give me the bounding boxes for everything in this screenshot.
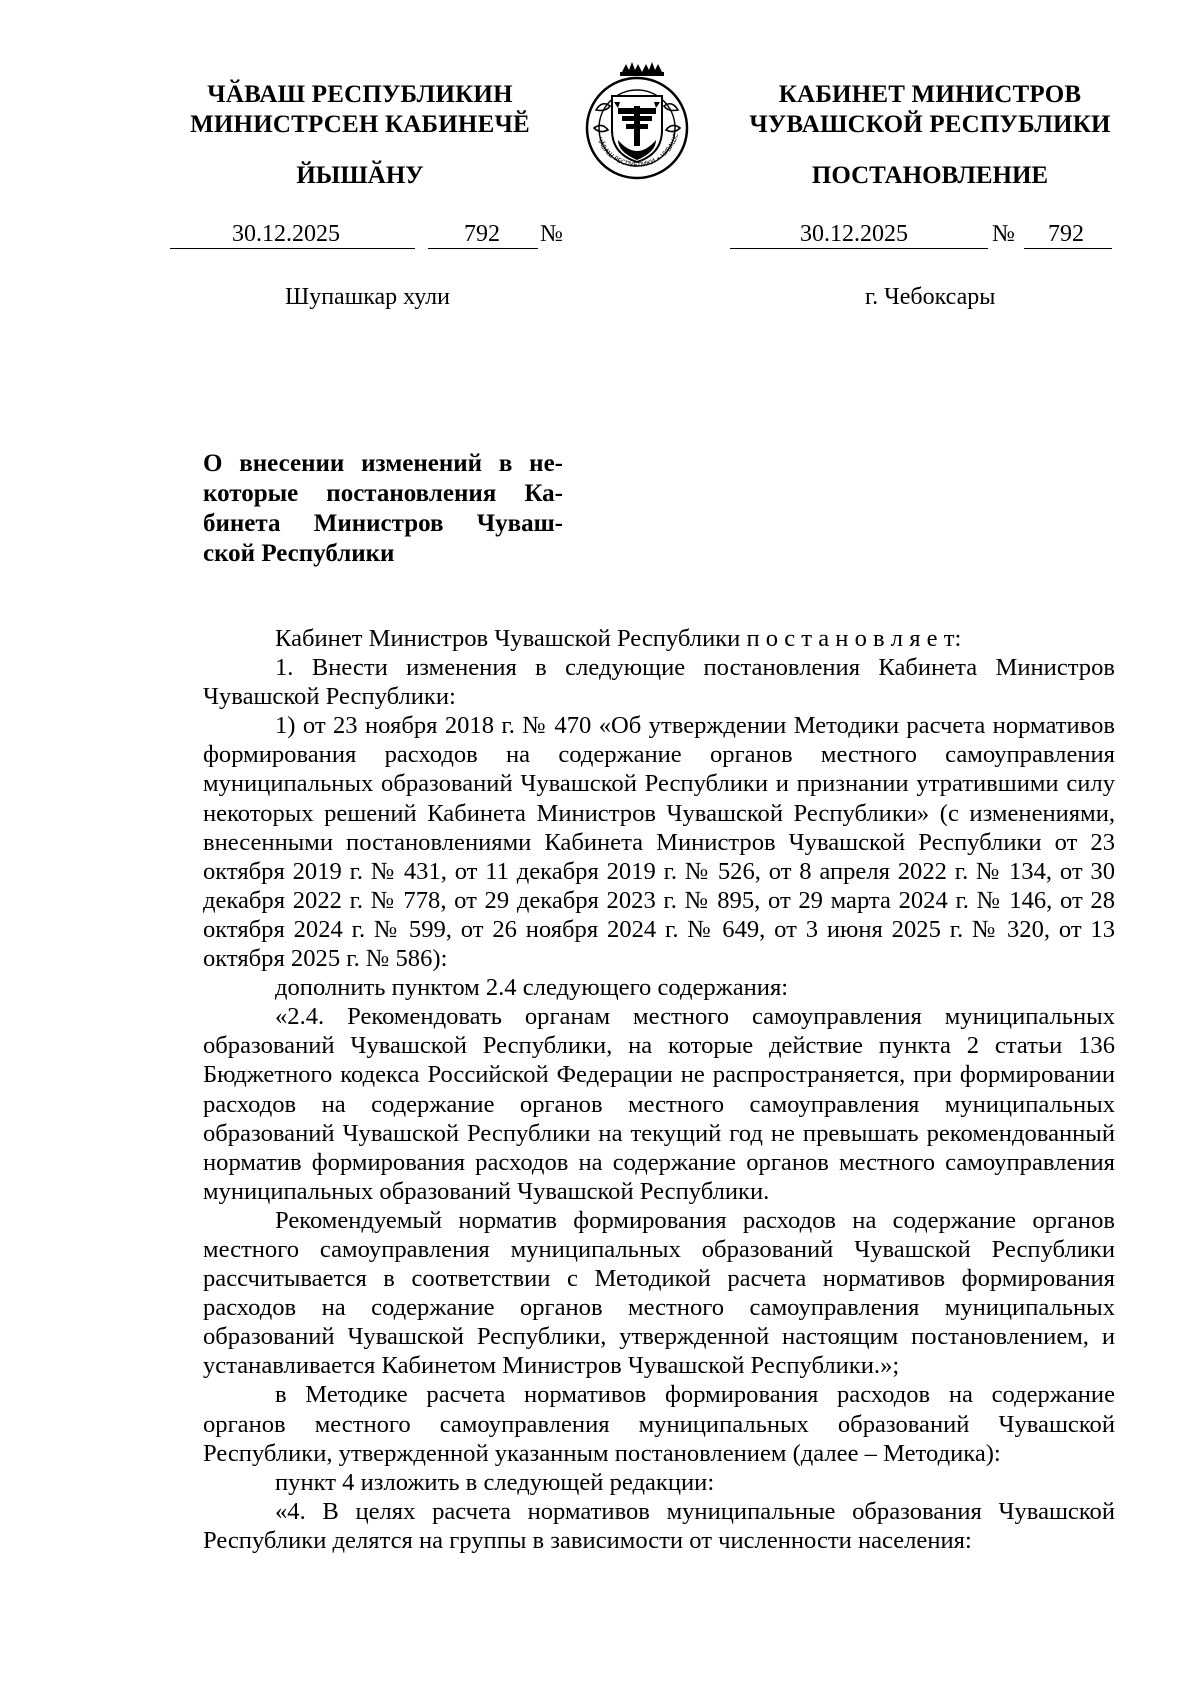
left-city: Шупашкар хули	[285, 284, 450, 310]
right-date: 30.12.2025	[800, 221, 908, 247]
right-number-sign: №	[992, 221, 1015, 247]
subject-line2: которые постановления Ка-	[203, 480, 563, 507]
left-number-field	[428, 220, 538, 249]
subject-line1: О внесении изменений в не-	[203, 450, 563, 477]
header-right-doc-type: ПОСТАНОВЛЕНИЕ	[811, 162, 1049, 189]
right-number: 792	[1048, 221, 1084, 247]
body-paragraph-preamble: Кабинет Министров Чувашской Республики п о с т а н о в л я е т:	[275, 625, 962, 652]
body-paragraph-5: Рекомендуемый норматив формирования расходов на содержание органов местного самоуправления муниципальных образований Чувашской Республики рассчитывается в соответствии с Методикой расчета нормативов формирования расходов на содержание органов местного самоуправления муниципальных образований Чувашской Республики, утвержденной настоящим постановлением, и устанавливается Кабинетом Министров Чувашской Республики.»;	[203, 1206, 1115, 1380]
subject-line4: ской Республики	[203, 540, 395, 567]
body-paragraph-2: 1) от 23 ноября 2018 г. № 470 «Об утверждении Методики расчета нормативов формирования расходов на содержание органов местного самоуправления муниципальных образований Чувашской Республики и признании утратившими силу некоторых решений Кабинета Министров Чувашской Республики» (с изменениями, внесенными постановлениями Кабинета Министров Чувашской Республики от 23 октября 2019 г. № 431, от 11 декабря 2019 г. № 526, от 8 апреля 2022 г. № 134, от 30 декабря 2022 г. № 778, от 29 декабря 2023 г. № 895, от 29 марта 2024 г. № 146, от 28 октября 2024 г. № 599, от 26 ноября 2024 г. № 649, от 3 июня 2025 г. № 320, от 13 октября 2025 г. № 586):	[203, 712, 1115, 973]
emblem-ring-text: ЧӐВАШ РЕСПУБЛИКИ • ЧУВАШС	[595, 132, 680, 169]
chuvash-coat-of-arms-icon	[574, 58, 700, 184]
header-left-line2: МИНИСТРСЕН КАБИНЕЧӖ	[190, 111, 530, 138]
right-date-field	[730, 220, 988, 249]
body-paragraph-1: 1. Внести изменения в следующие постановления Кабинета Министров Чувашской Республики:	[203, 654, 1115, 711]
subject-line3: бинета Министров Чуваш-	[203, 510, 563, 537]
header-left-doc-type: ЙЫШӐНУ	[296, 162, 424, 189]
right-city: г. Чебоксары	[865, 284, 996, 310]
right-number-field	[1024, 220, 1112, 249]
header-left-org	[150, 80, 570, 140]
document-subject	[203, 449, 563, 569]
header-right-org	[720, 80, 1140, 140]
left-date-field	[170, 220, 415, 249]
left-number: 792	[464, 221, 500, 247]
left-date: 30.12.2025	[232, 221, 340, 247]
body-paragraph-7: пункт 4 изложить в следующей редакции:	[275, 1468, 715, 1496]
left-number-sign: №	[540, 221, 563, 247]
document-body	[203, 624, 1115, 1555]
body-paragraph-6: в Методике расчета нормативов формирования расходов на содержание органов местного самоуправления муниципальных образований Чувашской Республики, утвержденной указанным постановлением (далее – Методика):	[203, 1381, 1115, 1467]
header-right-line2: ЧУВАШСКОЙ РЕСПУБЛИКИ	[749, 111, 1111, 138]
body-paragraph-4: «2.4. Рекомендовать органам местного самоуправления муниципальных образований Чувашской Республики, на которые действие пункта 2 статьи 136 Бюджетного кодекса Российской Федерации не распространяется, при формировании расходов на содержание органов местного самоуправления муниципальных образований Чувашской Республики на текущий год не превышать рекомендованный норматив формирования расходов на содержание органов местного самоуправления муниципальных образований Чувашской Республики.	[203, 1003, 1115, 1205]
body-paragraph-3: дополнить пунктом 2.4 следующего содержания:	[275, 974, 789, 1002]
header-left-line1: ЧӐВАШ РЕСПУБЛИКИН	[207, 81, 513, 108]
body-paragraph-8: «4. В целях расчета нормативов муниципальные образования Чувашской Республики делятся на группы в зависимости от численности населения:	[203, 1497, 1115, 1554]
header-right-line1: КАБИНЕТ МИНИСТРОВ	[778, 81, 1082, 108]
